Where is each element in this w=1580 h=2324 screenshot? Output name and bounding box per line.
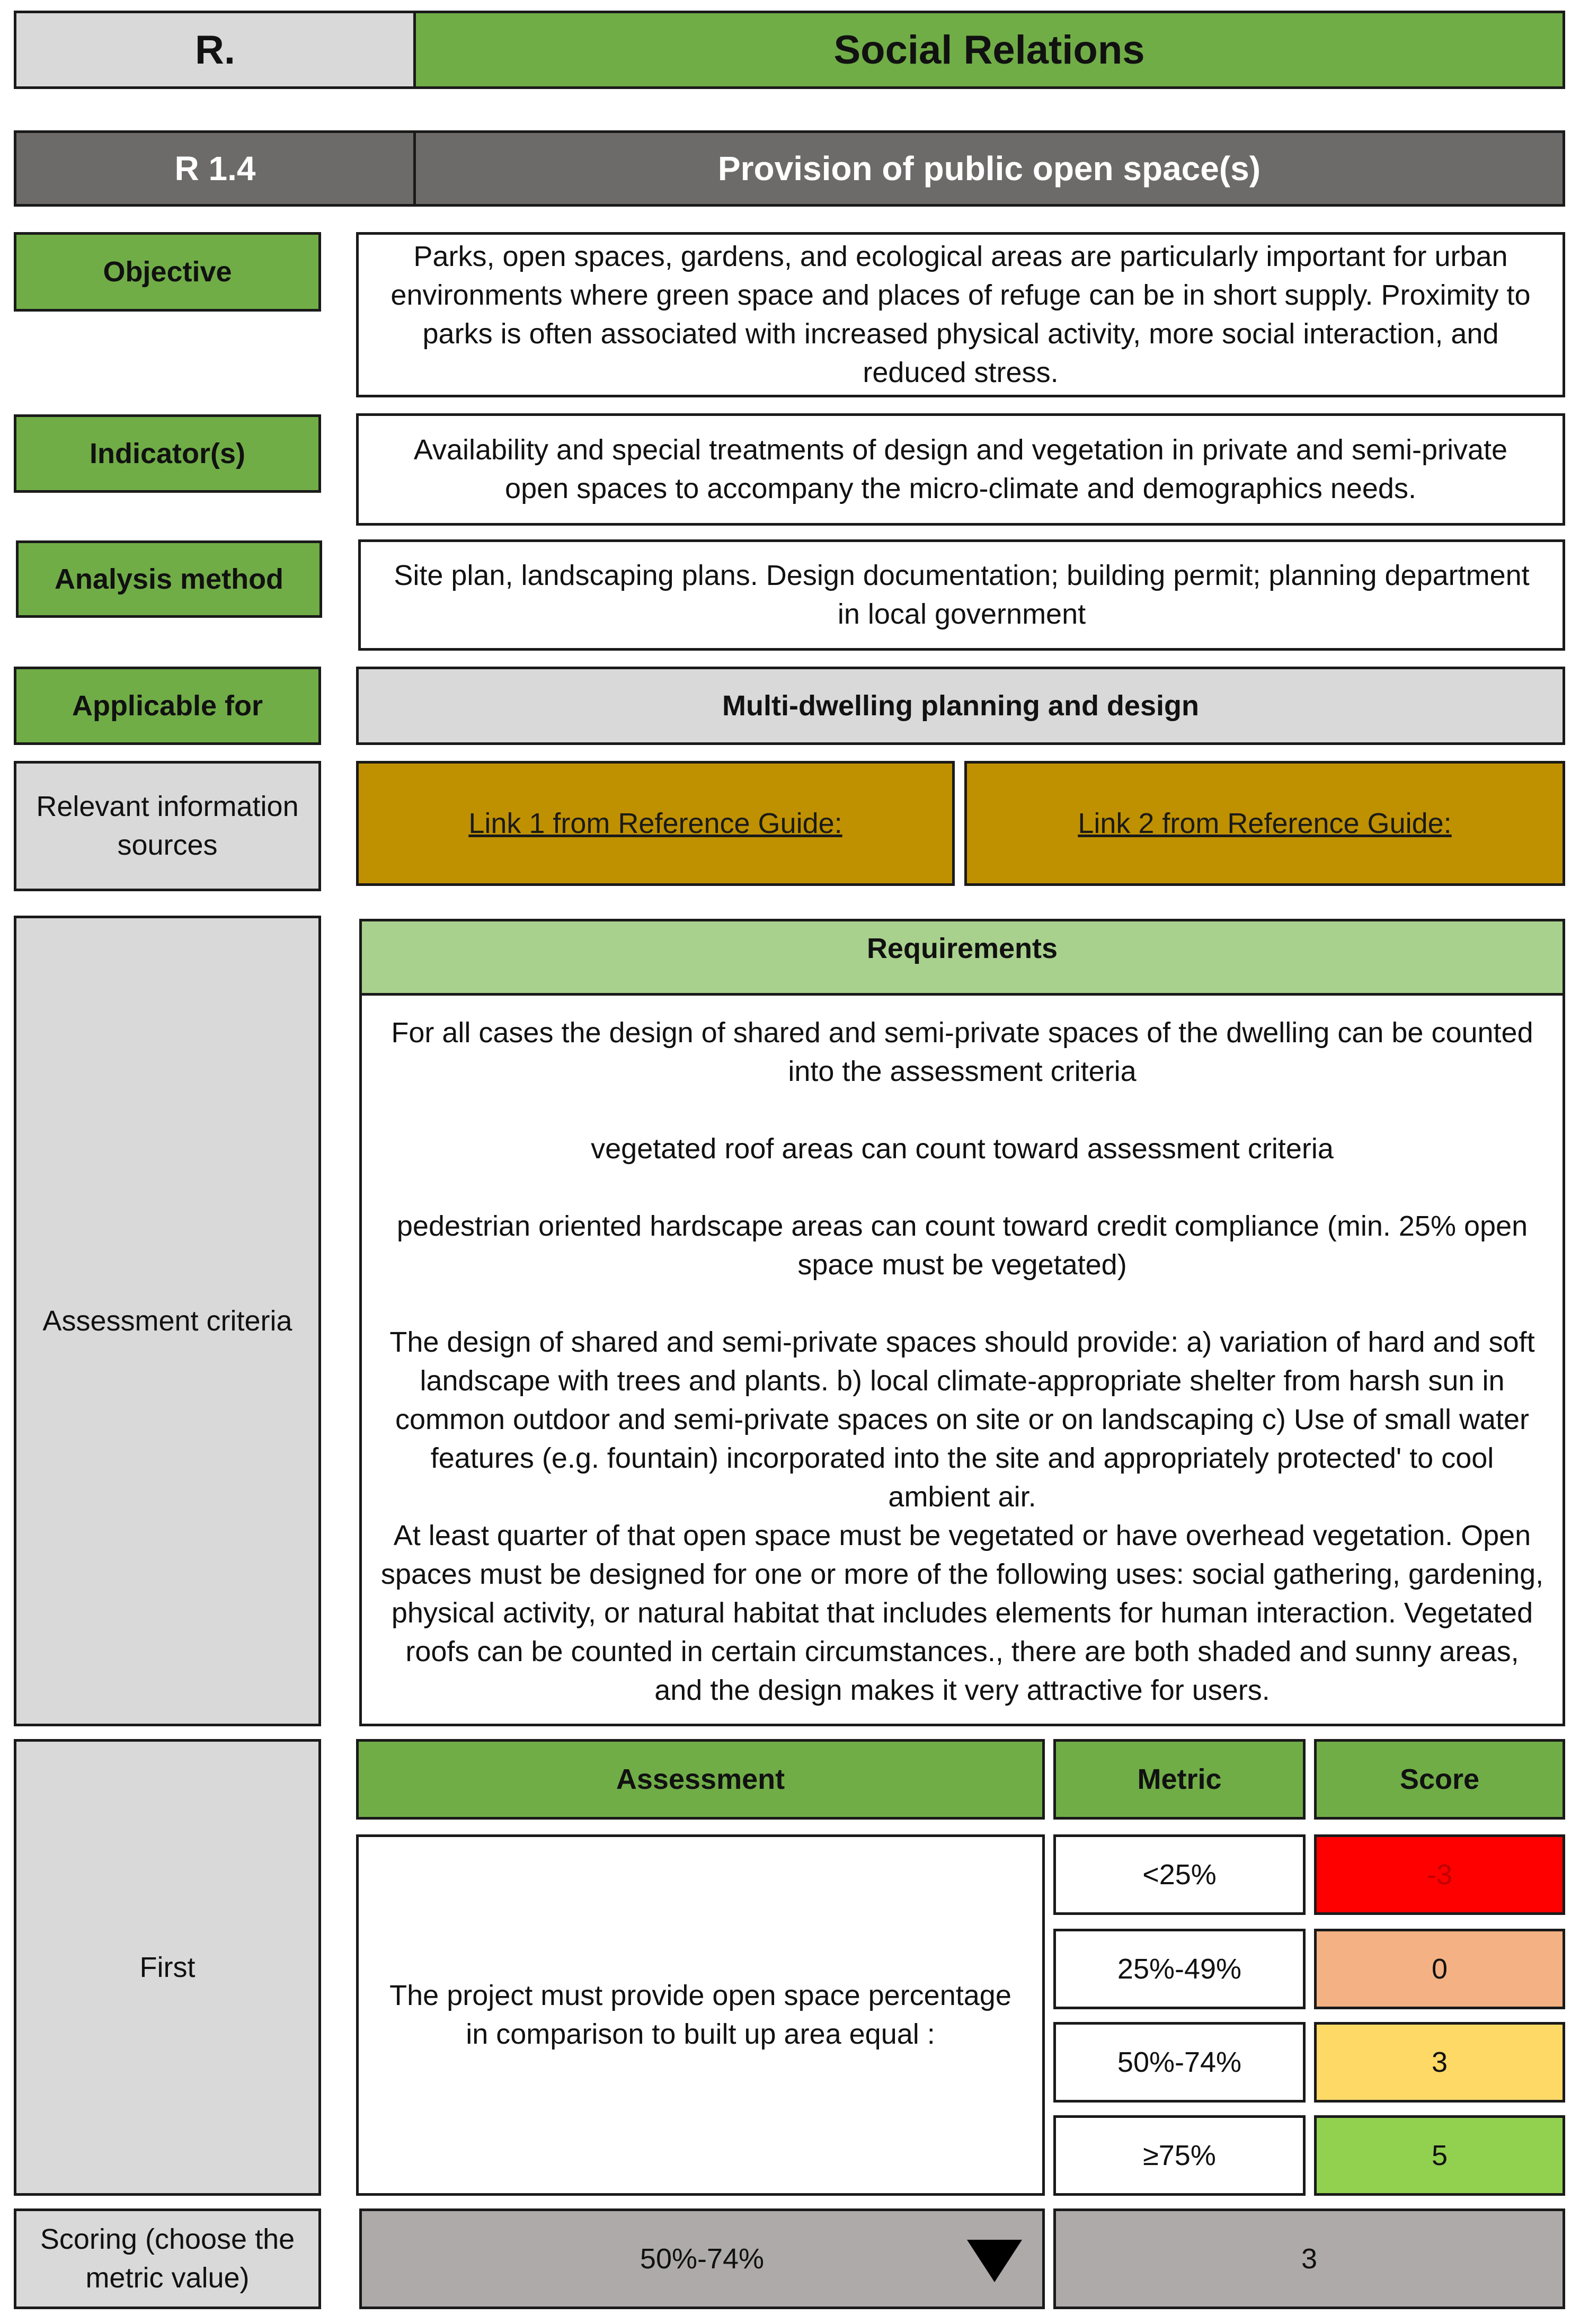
- criterion-code: R 1.4: [14, 130, 416, 207]
- requirement-paragraph: vegetated roof areas can count toward assessment criteria: [591, 1133, 1334, 1165]
- applicable-for-label: Applicable for: [14, 667, 321, 745]
- scoring-label: Scoring (choose the metric value): [14, 2208, 321, 2309]
- dropdown-arrow-icon[interactable]: [967, 2240, 1022, 2282]
- requirement-paragraph: At least quarter of that open space must be vegetated or have overhead vegetation. Open spaces must be designed for one or more of the following uses: social gathering, gardening, physical activity, or natural habitat that includes elements for human interaction. Vegetated roofs can be counted in certain circumstances., there are both shaded and sunny areas, and the design makes it very attractive for users.: [380, 1520, 1544, 1706]
- final-score: 3: [1053, 2208, 1565, 2309]
- section-title: Social Relations: [413, 11, 1565, 89]
- metric-cell: 25%-49%: [1053, 1929, 1306, 2009]
- reference-link-2[interactable]: [964, 761, 1565, 886]
- objective-text: Parks, open spaces, gardens, and ecological areas are particularly important for urban environments where green space and places of refuge can be in short supply. Proximity to parks is often associated with increased physical activity, more social interaction, and reduced stress.: [356, 232, 1565, 397]
- information-sources-label: Relevant information sources: [14, 761, 321, 891]
- score-column-header: Score: [1314, 1739, 1565, 1820]
- first-label: First: [14, 1739, 321, 2196]
- selected-metric-value: 50%-74%: [640, 2243, 765, 2275]
- objective-label: Objective: [14, 232, 321, 312]
- requirement-paragraph: pedestrian oriented hardscape areas can count toward credit compliance (min. 25% open space must be vegetated): [396, 1210, 1528, 1281]
- metric-cell: <25%: [1053, 1834, 1306, 1915]
- reference-link-1-text[interactable]: Link 1 from Reference Guide:: [468, 808, 842, 839]
- score-cell: 3: [1314, 2022, 1565, 2103]
- reference-link-2-text[interactable]: Link 2 from Reference Guide:: [1078, 808, 1452, 839]
- metric-select-dropdown[interactable]: [359, 2208, 1045, 2309]
- applicable-for-value: Multi-dwelling planning and design: [356, 667, 1565, 745]
- requirement-paragraph: For all cases the design of shared and semi-private spaces of the dwelling can be counted into the assessment criteria: [391, 1017, 1533, 1087]
- score-cell: 5: [1314, 2115, 1565, 2196]
- assessment-description: The project must provide open space percentage in comparison to built up area equal :: [356, 1834, 1045, 2196]
- requirements-header: Requirements: [359, 919, 1565, 996]
- requirement-paragraph: The design of shared and semi-private spaces should provide: a) variation of hard and soft landscape with trees and plants. b) local climate-appropriate shelter from harsh sun in common outdoor and semi-private spaces on site or on landscaping c) Use of small water features (e.g. fountain) incorporated into the site and appropriately protected' to cool ambient air.: [389, 1326, 1535, 1513]
- metric-cell: 50%-74%: [1053, 2022, 1306, 2103]
- score-cell: 0: [1314, 1929, 1565, 2009]
- metric-column-header: Metric: [1053, 1739, 1306, 1820]
- requirements-body: [359, 993, 1565, 1726]
- analysis-method-label: Analysis method: [16, 540, 322, 618]
- assessment-column-header: Assessment: [356, 1739, 1045, 1820]
- indicator-label: Indicator(s): [14, 414, 321, 493]
- indicator-text: Availability and special treatments of design and vegetation in private and semi-private open spaces to accompany the micro-climate and demographics needs.: [356, 413, 1565, 526]
- criterion-title: Provision of public open space(s): [413, 130, 1565, 207]
- reference-link-1[interactable]: [356, 761, 955, 886]
- score-cell: -3: [1314, 1834, 1565, 1915]
- metric-cell: ≥75%: [1053, 2115, 1306, 2196]
- analysis-method-text: Site plan, landscaping plans. Design documentation; building permit; planning department in local government: [358, 539, 1565, 651]
- section-code: R.: [14, 11, 416, 89]
- assessment-criteria-label: Assessment criteria: [14, 916, 321, 1726]
